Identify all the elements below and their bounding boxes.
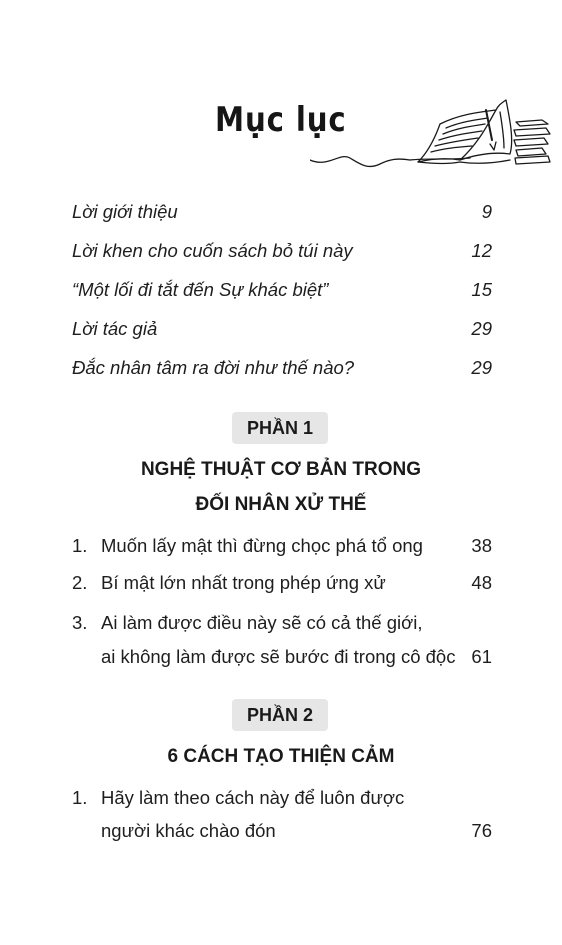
toc-entry-page: 12: [471, 240, 492, 261]
toc-item-number: 1.: [72, 535, 88, 556]
part-heading: 6 CÁCH TẠO THIỆN CẢM: [167, 746, 395, 767]
open-book-illustration: [310, 90, 562, 180]
toc-item-text: Hãy làm theo cách này để luôn được: [101, 787, 405, 808]
part-heading: NGHỆ THUẬT CƠ BẢN TRONG: [140, 459, 422, 480]
toc-item[interactable]: [72, 572, 492, 600]
toc-item-number: 3.: [72, 612, 88, 633]
part-badge: PHẦN 1: [232, 412, 328, 444]
toc-item-text: ai không làm được sẽ bước đi trong cô độc: [101, 646, 456, 667]
toc-item[interactable]: [72, 535, 492, 563]
toc-item-number: 2.: [72, 572, 88, 593]
toc-entry[interactable]: [72, 240, 492, 268]
toc-entry-label: Lời khen cho cuốn sách bỏ túi này: [72, 240, 353, 261]
toc-item-number: 1.: [72, 787, 88, 808]
toc-item-text: Ai làm được điều này sẽ có cả thế giới,: [101, 612, 423, 633]
page-title: Mục lục: [215, 100, 347, 140]
toc-entry[interactable]: [72, 279, 492, 307]
toc-entry[interactable]: [72, 318, 492, 346]
toc-item[interactable]: [72, 787, 492, 815]
toc-entry[interactable]: [72, 201, 492, 229]
toc-entry-label: Lời giới thiệu: [72, 201, 178, 222]
toc-entry-page: 29: [471, 318, 492, 339]
toc-item-text: người khác chào đón: [101, 820, 276, 841]
part-heading: ĐỐI NHÂN XỬ THẾ: [195, 494, 367, 515]
toc-entry-page: 29: [471, 357, 492, 378]
toc-item-page: 61: [471, 646, 492, 667]
toc-entry-page: 15: [471, 279, 492, 300]
toc-entry-label: “Một lối đi tắt đến Sự khác biệt”: [72, 279, 329, 300]
toc-item[interactable]: [72, 612, 492, 640]
toc-item-page: 38: [471, 535, 492, 556]
toc-item-continuation[interactable]: [72, 646, 492, 674]
toc-item-page: 76: [471, 820, 492, 841]
toc-entry-page: 9: [481, 201, 492, 222]
toc-item-page: 48: [471, 572, 492, 593]
toc-item-text: Bí mật lớn nhất trong phép ứng xử: [101, 572, 386, 593]
toc-entry-label: Đắc nhân tâm ra đời như thế nào?: [72, 357, 355, 378]
toc-item-continuation[interactable]: [72, 820, 492, 848]
toc-item-text: Muốn lấy mật thì đừng chọc phá tổ ong: [101, 535, 423, 556]
part-badge: PHẦN 2: [232, 699, 328, 731]
toc-entry-label: Lời tác giả: [72, 318, 158, 339]
toc-entry[interactable]: [72, 357, 492, 385]
